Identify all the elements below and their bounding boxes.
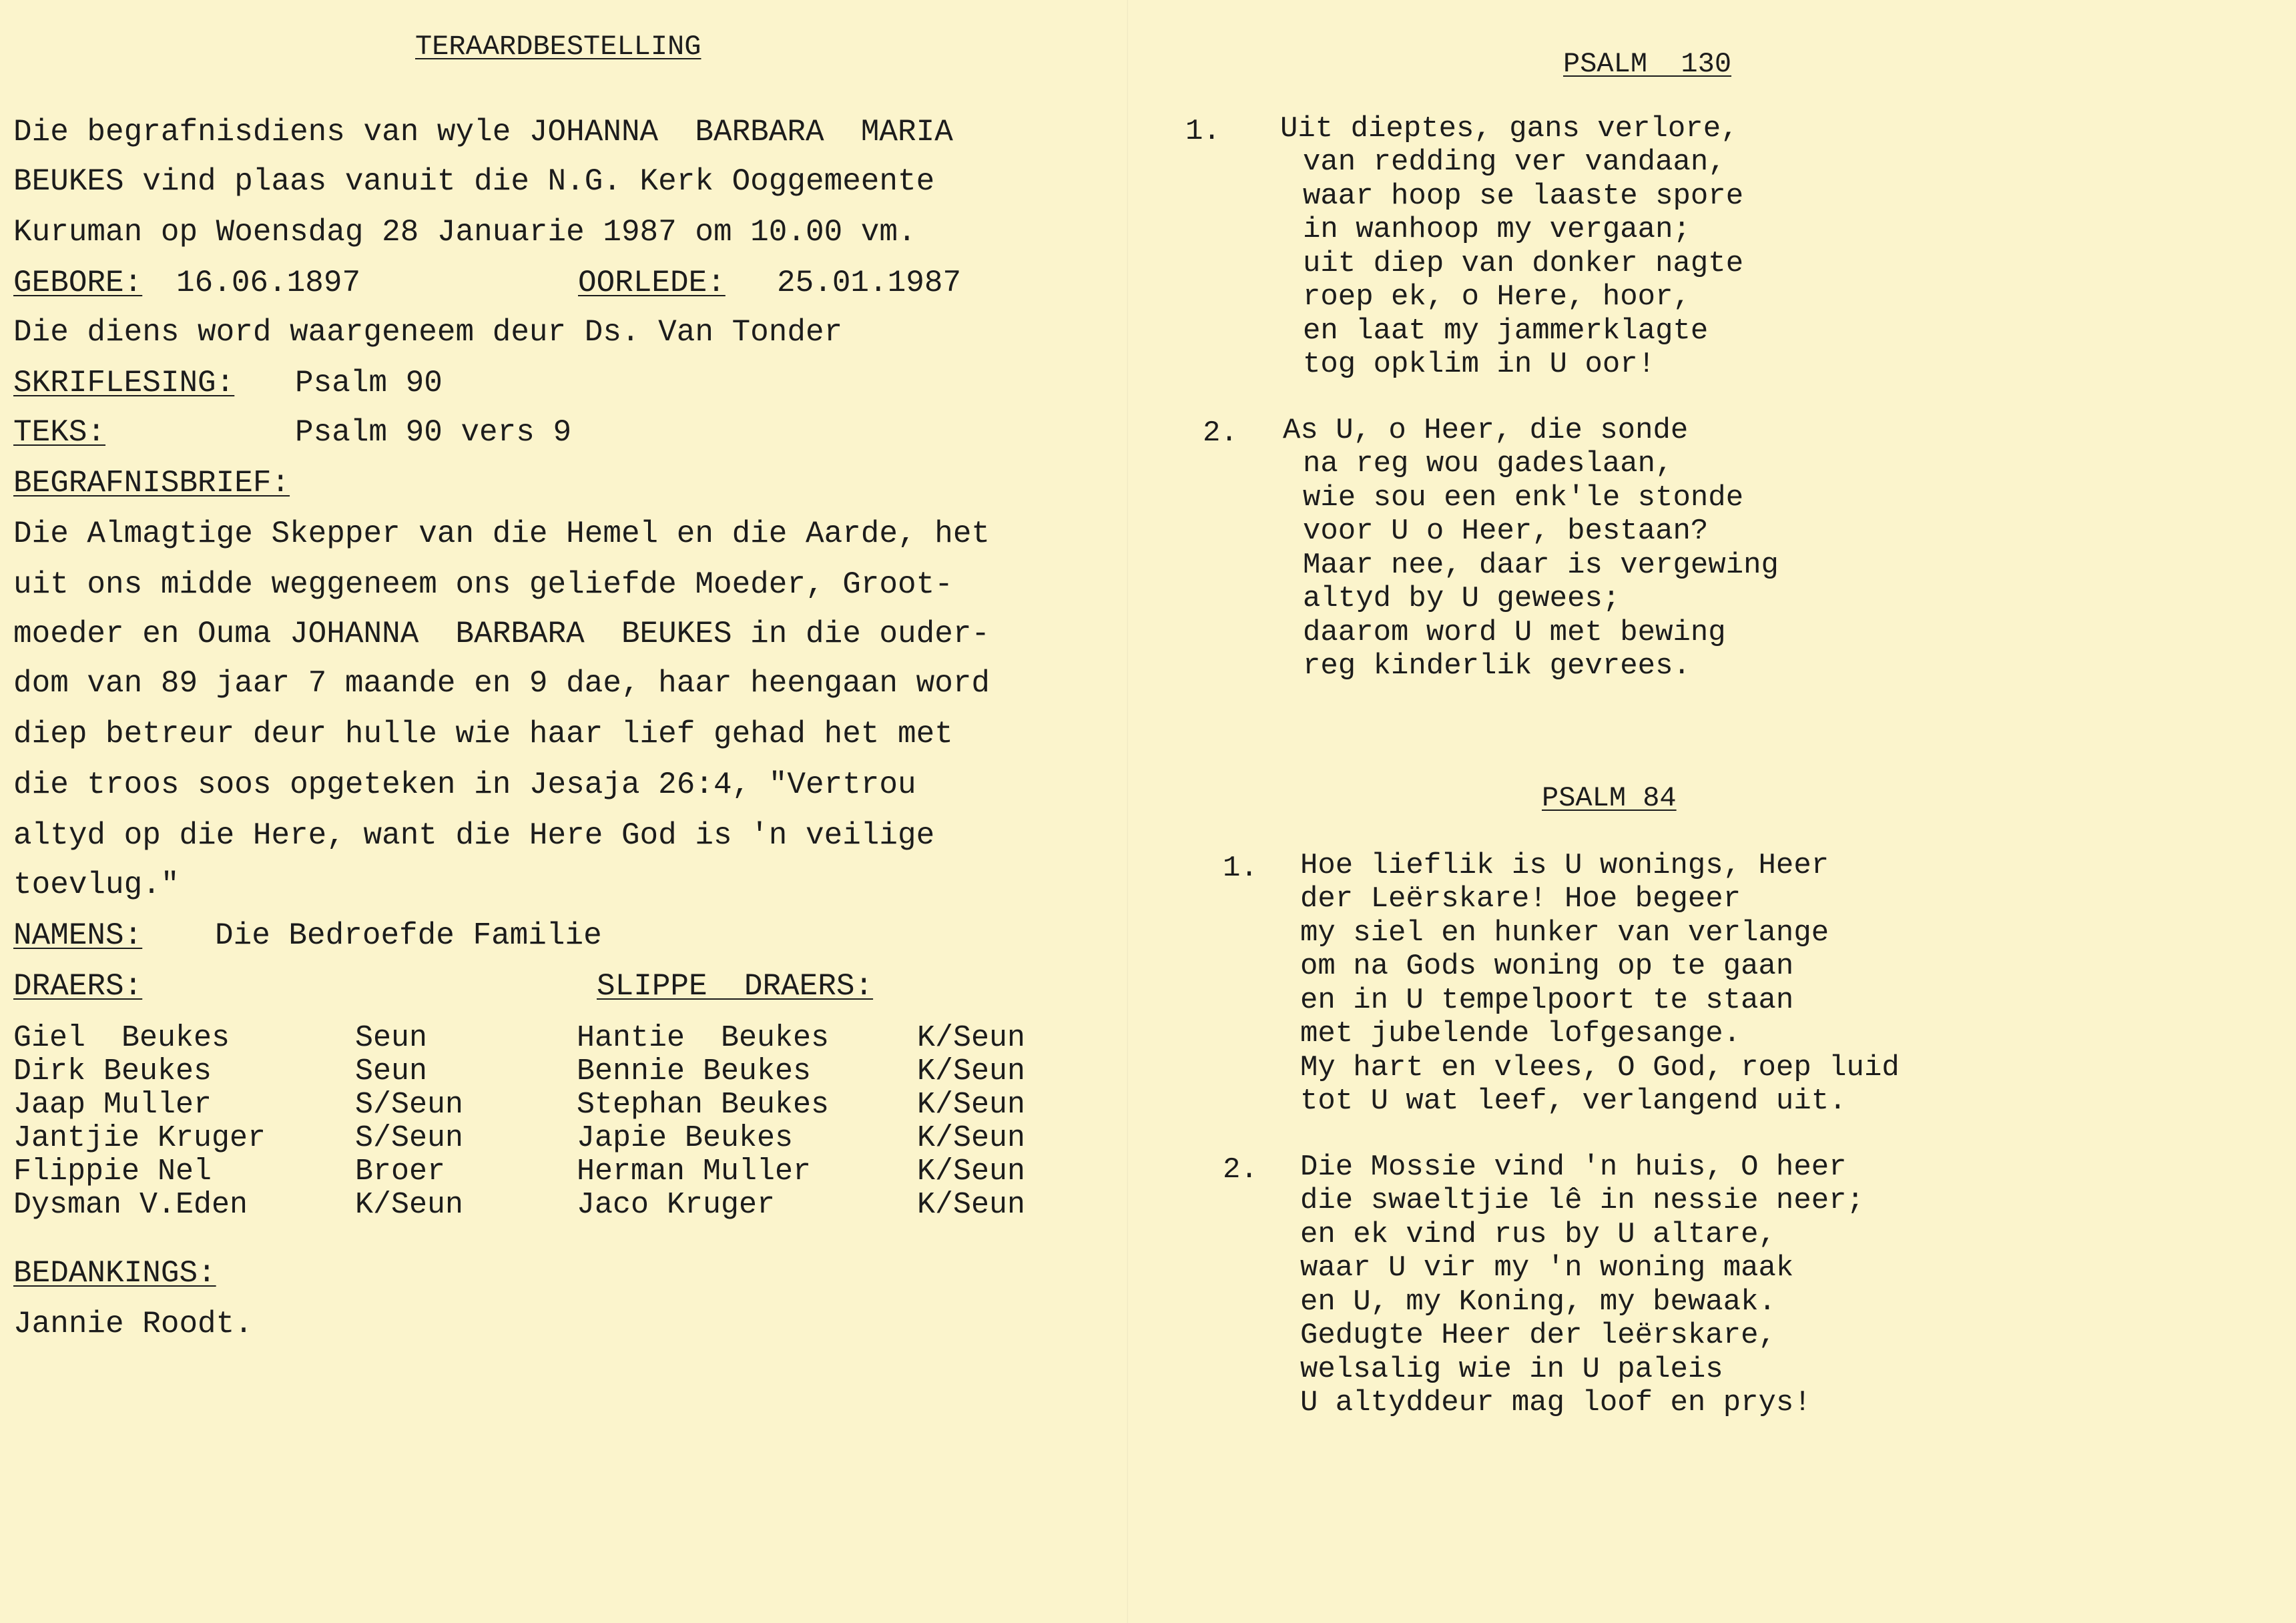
verse-line: voor U o Heer, bestaan? — [1303, 515, 1709, 548]
psalm-84-verse-1-number: 1. — [1223, 852, 1258, 885]
verse-line: Hoe lieflik is U wonings, Heer — [1300, 849, 1829, 882]
namens-value: Die Bedroefde Familie — [215, 918, 602, 953]
verse-line: waar U vir my 'n woning maak — [1300, 1251, 1794, 1285]
slippe-draer-name: Stephan Beukes — [577, 1088, 830, 1122]
draer-name: Giel Beukes — [13, 1021, 230, 1055]
teraardbestelling-title: TERAARDBESTELLING — [415, 31, 701, 63]
officiant-line: Die diens word waargeneem deur Ds. Van Tonder — [13, 315, 843, 350]
teks-label: TEKS: — [13, 415, 106, 450]
verse-line: Die Mossie vind 'n huis, O heer — [1300, 1151, 1847, 1184]
psalm-84-verse-2 — [1300, 1151, 1864, 1488]
verse-line: waar hoop se laaste spore — [1303, 180, 1744, 213]
psalm-130-verse-2 — [1283, 414, 1779, 751]
brief-line-6: die troos soos opgeteken in Jesaja 26:4, "Vertrou — [13, 767, 916, 802]
verse-line: reg kinderlik gevrees. — [1303, 649, 1691, 683]
gebore-value: 16.06.1897 — [176, 266, 361, 300]
intro-line-2: BEUKES vind plaas vanuit die N.G. Kerk Ooggemeente — [13, 164, 935, 199]
verse-line: welsalig wie in U paleis — [1300, 1353, 1723, 1386]
verse-line: die swaeltjie lê in nessie neer; — [1300, 1184, 1864, 1217]
psalm-130-verse-1-number: 1. — [1185, 115, 1221, 148]
brief-line-3: moeder en Ouma JOHANNA BARBARA BEUKES in die ouder- — [13, 617, 990, 651]
skriflesing-value: Psalm 90 — [295, 366, 443, 400]
psalm-130-title: PSALM 130 — [1563, 48, 1732, 80]
verse-line: altyd by U gewees; — [1303, 582, 1621, 615]
draer-name: Dirk Beukes — [13, 1054, 212, 1088]
slippe-draer-relation: K/Seun — [917, 1021, 1026, 1055]
slippe-draer-name: Japie Beukes — [577, 1121, 794, 1155]
namens-label: NAMENS: — [13, 918, 143, 953]
slippe-draer-name: Bennie Beukes — [577, 1054, 812, 1088]
draer-name: Jaap Muller — [13, 1088, 212, 1122]
draer-relation: Broer — [355, 1155, 446, 1189]
bedankings-label: BEDANKINGS: — [13, 1256, 216, 1291]
brief-line-2: uit ons midde weggeneem ons geliefde Moeder, Groot- — [13, 567, 953, 602]
draer-name: Dysman V.Eden — [13, 1188, 248, 1222]
verse-line: en laat my jammerklagte — [1303, 314, 1709, 348]
slippe-draer-name: Jaco Kruger — [577, 1188, 776, 1222]
verse-line: Uit dieptes, gans verlore, — [1280, 112, 1739, 145]
slippe-draer-relation: K/Seun — [917, 1188, 1026, 1222]
verse-line: om na Gods woning op te gaan — [1300, 950, 1794, 983]
intro-line-1: Die begrafnisdiens van wyle JOHANNA BARBARA MARIA — [13, 115, 953, 149]
brief-line-1: Die Almagtige Skepper van die Hemel en die Aarde, het — [13, 517, 990, 551]
draer-name: Flippie Nel — [13, 1155, 212, 1189]
verse-line: in wanhoop my vergaan; — [1303, 213, 1691, 246]
verse-line: met jubelende lofgesange. — [1300, 1017, 1741, 1050]
psalm-130-verse-2-number: 2. — [1203, 416, 1238, 450]
draer-relation: K/Seun — [355, 1188, 464, 1222]
oorlede-label: OORLEDE: — [578, 266, 726, 300]
verse-line: wie sou een enk'le stonde — [1303, 481, 1744, 515]
left-page — [0, 0, 1128, 1623]
verse-line: tot U wat leef, verlangend uit. — [1300, 1084, 1847, 1118]
intro-line-3: Kuruman op Woensdag 28 Januarie 1987 om 10.00 vm. — [13, 215, 916, 250]
draer-relation: Seun — [355, 1021, 428, 1055]
draer-relation: S/Seun — [355, 1121, 464, 1155]
brief-line-8: toevlug." — [13, 868, 180, 902]
verse-line: en in U tempelpoort te staan — [1300, 984, 1794, 1017]
draer-relation: Seun — [355, 1054, 428, 1088]
right-page — [1128, 0, 2296, 1623]
verse-line: en ek vind rus by U altare, — [1300, 1218, 1776, 1251]
gebore-label: GEBORE: — [13, 266, 143, 300]
verse-line: U altyddeur mag loof en prys! — [1300, 1386, 1811, 1419]
slippe-draers-label: SLIPPE DRAERS: — [597, 969, 874, 1004]
verse-line: roep ek, o Here, hoor, — [1303, 280, 1691, 314]
verse-line: As U, o Heer, die sonde — [1283, 414, 1689, 447]
slippe-draer-relation: K/Seun — [917, 1088, 1026, 1122]
slippe-draer-name: Hantie Beukes — [577, 1021, 830, 1055]
draer-relation: S/Seun — [355, 1088, 464, 1122]
slippe-draer-relation: K/Seun — [917, 1155, 1026, 1189]
slippe-draer-name: Herman Muller — [577, 1155, 812, 1189]
brief-line-5: diep betreur deur hulle wie haar lief gehad het met — [13, 717, 953, 751]
teks-value: Psalm 90 vers 9 — [295, 415, 572, 450]
verse-line: Maar nee, daar is vergewing — [1303, 549, 1779, 582]
verse-line: tog opklim in U oor! — [1303, 348, 1656, 381]
verse-line: uit diep van donker nagte — [1303, 247, 1744, 280]
brief-line-4: dom van 89 jaar 7 maande en 9 dae, haar heengaan word — [13, 666, 990, 701]
verse-line: Gedugte Heer der leërskare, — [1300, 1319, 1776, 1352]
psalm-84-title: PSALM 84 — [1542, 782, 1677, 814]
begrafnisbrief-label: BEGRAFNISBRIEF: — [13, 466, 290, 501]
slippe-draer-relation: K/Seun — [917, 1121, 1026, 1155]
skriflesing-label: SKRIFLESING: — [13, 366, 235, 400]
oorlede-value: 25.01.1987 — [777, 266, 962, 300]
verse-line: na reg wou gadeslaan, — [1303, 447, 1673, 480]
verse-line: der Leërskare! Hoe begeer — [1300, 882, 1741, 916]
slippe-draer-relation: K/Seun — [917, 1054, 1026, 1088]
psalm-84-verse-2-number: 2. — [1223, 1153, 1258, 1187]
bedankings-value: Jannie Roodt. — [13, 1307, 253, 1341]
verse-line: my siel en hunker van verlange — [1300, 916, 1829, 950]
verse-line: en U, my Koning, my bewaak. — [1300, 1285, 1776, 1319]
draers-label: DRAERS: — [13, 969, 143, 1004]
verse-line: My hart en vlees, O God, roep luid — [1300, 1051, 1900, 1084]
draer-name: Jantjie Kruger — [13, 1121, 266, 1155]
verse-line: daarom word U met bewing — [1303, 616, 1726, 649]
brief-line-7: altyd op die Here, want die Here God is 'n veilige — [13, 818, 935, 853]
verse-line: van redding ver vandaan, — [1303, 145, 1726, 179]
